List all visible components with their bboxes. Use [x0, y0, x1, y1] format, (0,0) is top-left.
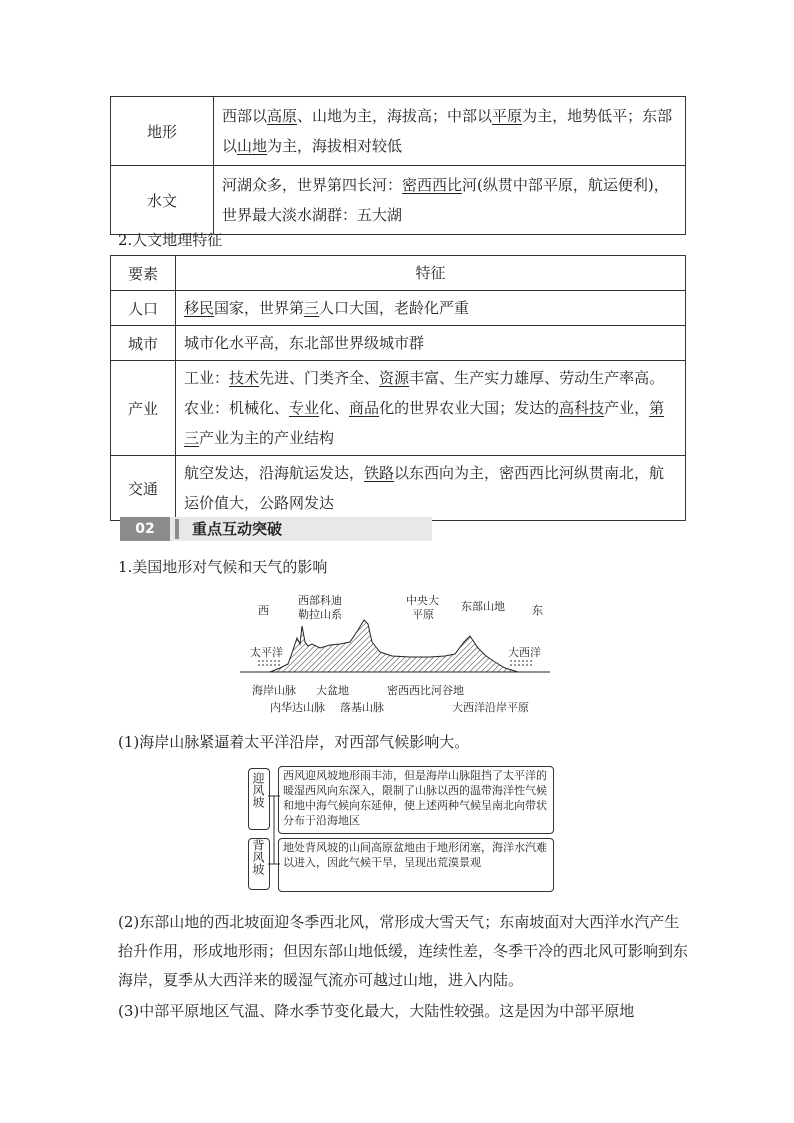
label-great-basin: 大盆地: [316, 684, 349, 697]
label-rocky-line1: 西部科迪: [298, 594, 342, 607]
row-value: 移民国家，世界第三人口大国，老龄化严重: [176, 291, 686, 326]
header-value: 特征: [176, 256, 686, 291]
table-row: [111, 291, 686, 326]
natural-geography-table: [110, 96, 686, 235]
paragraph-1: (1)海岸山脉紧逼着太平洋沿岸，对西部气候影响大。: [118, 733, 470, 751]
paragraph-2: (2)东部山地的西北坡面迎冬季西北风，常形成大雪天气；东南坡面对大西洋水汽产生抬升作用，形成地形雨；但因东部山地低缓，连续性差，冬季干冷的西北风可影响到东海岸，夏季从大西洋来的暖湿气流亦可越过山地，进入内陆。: [118, 913, 689, 989]
table-row: [111, 166, 686, 235]
leeward-text-box: [278, 838, 554, 892]
row-value: 城市化水平高，东北部世界级城市群: [176, 326, 686, 361]
label-pacific: 太平洋: [250, 646, 283, 659]
table-row: [111, 361, 686, 456]
table-header-row: [111, 256, 686, 291]
row-key: 城市: [111, 326, 176, 361]
windward-label-box: [248, 768, 270, 830]
label-atlantic: 大西洋: [508, 646, 541, 659]
row-key: 产业: [111, 361, 176, 456]
label-west: 西: [258, 604, 269, 617]
row-value: 工业：技术先进、门类齐全、资源丰富、生产实力雄厚、劳动生产率高。农业：机械化、专业化、商品化的世界农业大国；发达的高科技产业，第三产业为主的产业结构: [176, 361, 686, 456]
section-number: 02: [120, 517, 170, 541]
subheading-terrain-climate: 1.美国地形对气候和天气的影响: [118, 558, 328, 576]
label-east: 东: [532, 604, 543, 617]
label-rocky-mountains: 落基山脉: [340, 701, 384, 714]
label-rocky-line2: 勒拉山系: [298, 608, 342, 621]
header-key: 要素: [111, 256, 176, 291]
label-coast-range: 海岸山脉: [252, 684, 296, 697]
heading-human-geography: 2.人文地理特征: [118, 231, 223, 249]
windward-text-box: [278, 766, 554, 834]
section-title: 重点互动突破: [192, 520, 283, 538]
row-key: 交通: [111, 456, 176, 521]
leeward-label: 背风坡: [251, 839, 265, 875]
terrain-profile: [270, 620, 518, 672]
label-east-mountains: 东部山地: [461, 600, 505, 613]
label-plain-line2: 平原: [412, 608, 434, 621]
windward-text: 西风迎风坡地形雨丰沛，但是海岸山脉阻挡了太平洋的暖湿西风向东深入，限制了山脉以西的温带海洋性气候和地中海气候向东延伸，使上述两种气候呈南北向带状分布于沿海地区: [283, 769, 547, 827]
label-sierra-nevada: 内华达山脉: [270, 701, 325, 714]
leeward-text: 地处背风坡的山间高原盆地由于地形闭塞，海洋水汽难以进入，因此气候干旱，呈现出荒漠景观: [283, 841, 547, 869]
row-key: 人口: [111, 291, 176, 326]
label-mississippi-valley: 密西西比河谷地: [387, 684, 464, 697]
table-row: [111, 456, 686, 521]
row-value: 西部以高原、山地为主，海拔高；中部以平原为主，地势低平；东部以山地为主，海拔相对较低: [214, 97, 686, 166]
leeward-label-box: [248, 838, 270, 890]
row-value: 航空发达，沿海航运发达，铁路以东西向为主，密西西比河纵贯南北，航运价值大，公路网发达: [176, 456, 686, 521]
label-plain-line1: 中央大: [406, 594, 439, 607]
paragraph-3: (3)中部平原地区气温、降水季节变化最大，大陆性较强。这是因为中部平原地: [118, 1002, 635, 1020]
windward-label: 迎风坡: [251, 772, 265, 808]
row-key: 水文: [111, 166, 214, 235]
row-key: 地形: [111, 97, 214, 166]
table-row: [111, 97, 686, 166]
row-value: 河湖众多，世界第四长河：密西西比河(纵贯中部平原，航运便利)，世界最大淡水湖群：五大湖: [214, 166, 686, 235]
label-atlantic-plain: 大西洋沿岸平原: [452, 701, 529, 714]
human-geography-table: [110, 255, 686, 521]
section-separator: [175, 519, 179, 539]
us-terrain-profile-diagram: [240, 590, 550, 720]
section-header: [120, 517, 432, 541]
table-row: [111, 326, 686, 361]
